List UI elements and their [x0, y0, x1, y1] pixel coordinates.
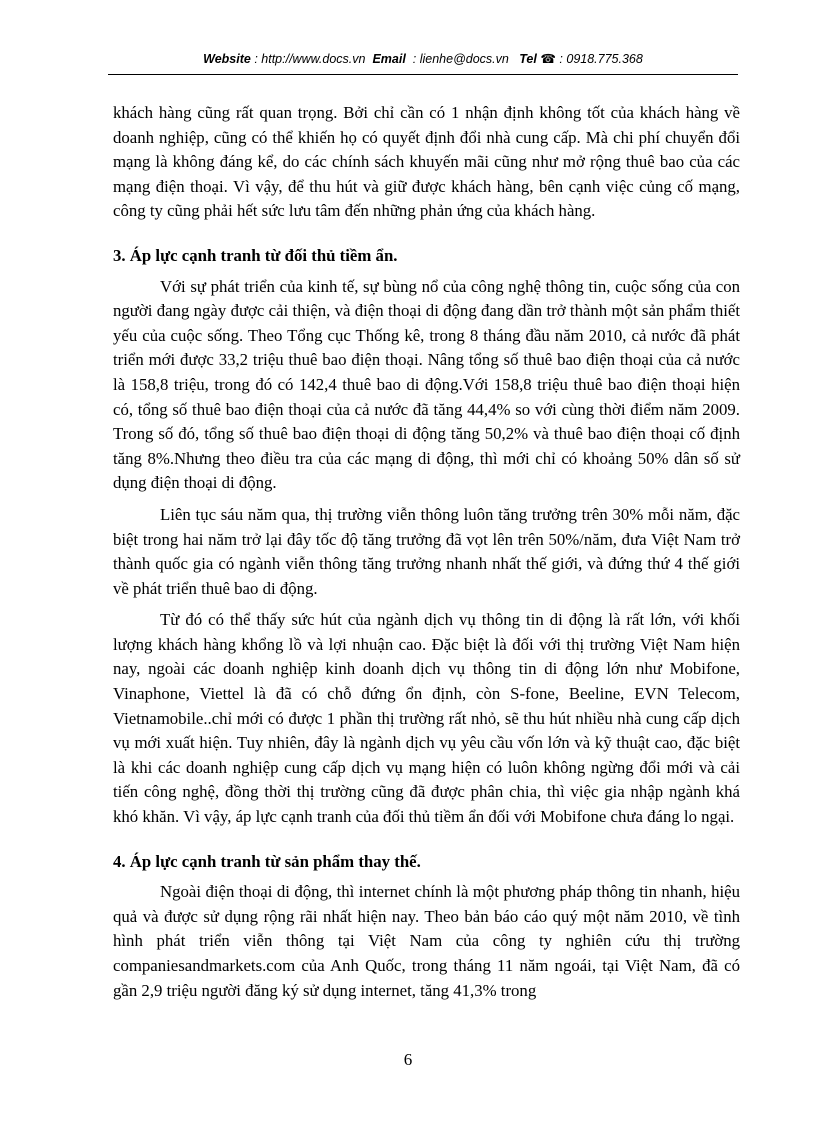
website-label: Website — [203, 52, 251, 66]
paragraph-intro: khách hàng cũng rất quan trọng. Bởi chỉ cần có 1 nhận định không tốt của khách hàng về doanh nghiệp, cũng có thể khiến họ có quyết định đổi nhà cung cấp. Mà chi phí chuyển đổi mạng là không đáng kể, do các chính sách khuyến mãi cũng như mở rộng thuê bao của các mạng điện thoại. Vì vậy, để thu hút và giữ được khách hàng, bên cạnh việc củng cố mạng, công ty cũng phải hết sức lưu tâm đến những phản ứng của khách hàng. — [113, 103, 740, 221]
phone-icon: ☎ — [540, 52, 556, 66]
paragraph-4a: Ngoài điện thoại di động, thì internet chính là một phương pháp thông tin nhanh, hiệu quả và được sử dụng rộng rãi nhất hiện nay. Theo bản báo cáo quý một năm 2010, về tình hình phát triển viễn thông tại Việt Nam của công ty nghiên cứu thị trường companiesandmarkets.com của Anh Quốc, trong tháng 11 năm ngoái, tại Việt Nam, đã có gần 2,9 triệu người đăng ký sử dụng internet, tăng 41,3% trong — [113, 882, 740, 1000]
email-value: : lienhe@docs.vn — [412, 52, 509, 66]
email-label: Email — [372, 52, 406, 66]
tel-label: Tel — [519, 52, 537, 66]
page-number: 6 — [403, 1050, 413, 1069]
paragraph-3a: Với sự phát triển của kinh tế, sự bùng nổ của công nghệ thông tin, cuộc sống của con người đang ngày được cải thiện, và điện thoại di động đang dần trở thành một sản phẩm thiết yếu của cuộc sống. Theo Tổng cục Thống kê, trong 8 tháng đầu năm 2010, cả nước đã phát triển mới được 33,2 triệu thuê bao điện thoại. Nâng tổng số thuê bao điện thoại của cả nước là 158,8 triệu, trong đó có 142,4 thuê bao di động.Với 158,8 triệu thuê bao điện thoại hiện có, tổng số thuê bao điện thoại của cả nước đã tăng 44,4% so với cùng thời điểm năm 2009. Trong số đó, tổng số thuê bao điện thoại di động tăng 50,2% và thuê bao điện thoại cố định tăng 8%.Nhưng theo điều tra của các mạng di động, thì mới chỉ có khoảng 50% dân số sử dụng điện thoại di động. — [113, 276, 740, 493]
section-heading-3: 3. Áp lực cạnh tranh từ đối thủ tiềm ẩn. — [113, 245, 398, 265]
paragraph-3c: Từ đó có thể thấy sức hút của ngành dịch vụ thông tin di động là rất lớn, với khối lượng khách hàng khổng lồ và lợi nhuận cao. Đặc biệt là đối với thị trường Việt Nam hiện nay, ngoài các doanh nghiệp kinh doanh dịch vụ thông tin di động lớn như Mobifone, Vinaphone, Viettel là đã có chỗ đứng ổn định, còn S-fone, Beeline, EVN Telecom, Vietnamobile..chỉ mới có được 1 phần thị trường rất nhỏ, sẽ thu hút nhiều nhà cung cấp dịch vụ mới xuất hiện. Tuy nhiên, đây là ngành dịch vụ yêu cầu vốn lớn và kỹ thuật cao, đặc biệt là khi các doanh nghiệp cung cấp dịch vụ mạng hiện có luôn không ngừng đổi mới và cải tiến công nghệ, đồng thời thị trường cũng đã được phân chia, thì việc gia nhập ngành khá khó khăn. Vì vậy, áp lực cạnh tranh của đối thủ tiềm ẩn đối với Mobifone chưa đáng lo ngại. — [113, 610, 740, 827]
section-heading-4: 4. Áp lực cạnh tranh từ sản phẩm thay thế. — [113, 851, 421, 871]
website-value: : http://www.docs.vn — [254, 52, 366, 66]
paragraph-3b: Liên tục sáu năm qua, thị trường viễn thông luôn tăng trưởng trên 30% mỗi năm, đặc biệt trong hai năm trở lại đây tốc độ tăng trưởng đã vọt lên trên 50%/năm, đưa Việt Nam trở thành quốc gia có ngành viễn thông tăng trưởng nhanh nhất thế giới, và đứng thứ 4 thế giới về phát triển thuê bao di động. — [113, 504, 740, 598]
document-body — [113, 101, 740, 1003]
tel-value: : 0918.775.368 — [559, 52, 643, 66]
page-header — [108, 48, 738, 75]
